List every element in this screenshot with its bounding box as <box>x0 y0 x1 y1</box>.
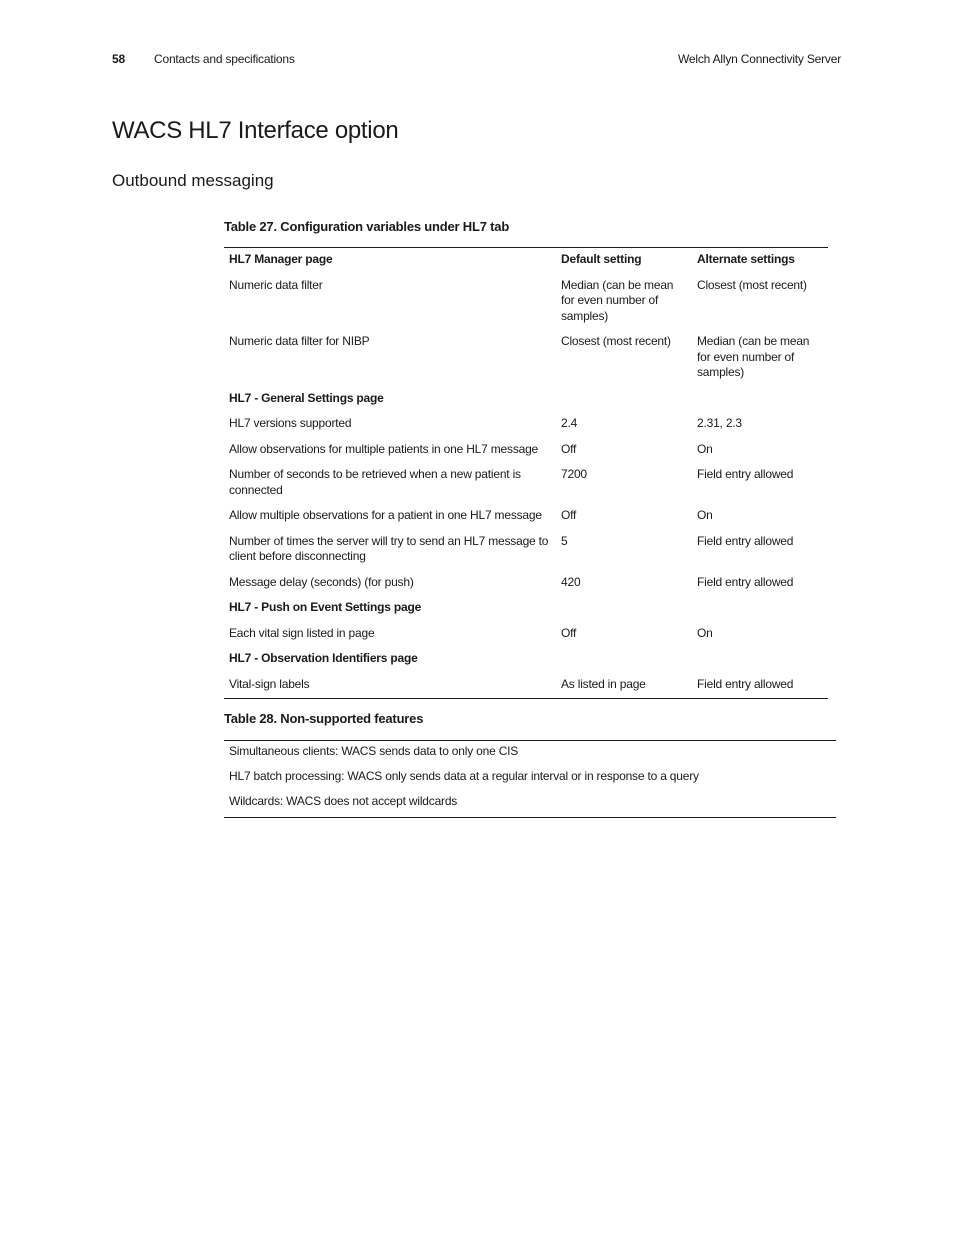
table-header-row <box>224 248 828 274</box>
table-section-row <box>224 647 828 673</box>
table-cell: Field entry allowed <box>697 467 794 481</box>
column-header: Alternate settings <box>697 252 795 266</box>
table-row <box>224 571 828 597</box>
table-cell: Numeric data filter for NIBP <box>229 334 370 348</box>
table-row <box>224 463 828 504</box>
table-section-row <box>224 387 828 413</box>
table-row <box>224 622 828 648</box>
table-cell: Field entry allowed <box>697 574 794 589</box>
table-row <box>224 767 836 792</box>
table-cell: 7200 <box>561 467 587 481</box>
table-cell: Closest (most recent) <box>697 277 807 292</box>
column-header: Default setting <box>561 252 642 266</box>
table-cell: Allow multiple observations for a patient in one HL7 message <box>229 508 542 522</box>
section-heading: HL7 - General Settings page <box>229 390 384 405</box>
table-cell: HL7 versions supported <box>229 416 352 430</box>
table-cell: Off <box>561 441 577 456</box>
table-cell: Simultaneous clients: WACS sends data to only one CIS <box>229 744 519 758</box>
table-cell: Off <box>561 508 577 522</box>
running-header <box>112 52 841 70</box>
table-cell: As listed in page <box>561 676 646 691</box>
table-cell: Vital-sign labels <box>229 676 310 691</box>
table-cell: 2.4 <box>561 416 578 430</box>
table-cell: HL7 batch processing: WACS only sends data at a regular interval or in response to a query <box>229 769 699 783</box>
table-row <box>224 530 828 571</box>
table-cell: Each vital sign listed in page <box>229 625 375 640</box>
table-row <box>224 438 828 464</box>
table-cell: Median (can be mean for even number of samples) <box>697 334 810 379</box>
table-27-caption: Table 27. Configuration variables under HL7 tab <box>224 219 510 234</box>
page-title: WACS HL7 Interface option <box>112 117 399 144</box>
table-cell: 420 <box>561 574 581 589</box>
table-row <box>224 330 828 387</box>
config-variables-table <box>224 247 828 699</box>
table-row <box>224 504 828 530</box>
section-heading: HL7 - Observation Identifiers page <box>229 651 418 665</box>
table-cell: Median (can be mean for even number of samples) <box>561 277 674 323</box>
table-cell: On <box>697 441 713 456</box>
table-row <box>224 412 828 438</box>
page-number: 58 <box>112 52 125 66</box>
table-cell: Numeric data filter <box>229 277 323 292</box>
table-cell: On <box>697 625 713 640</box>
table-cell: Closest (most recent) <box>561 334 671 348</box>
table-row <box>224 274 828 331</box>
section-heading: HL7 - Push on Event Settings page <box>229 600 422 614</box>
table-cell: Number of times the server will try to send an HL7 message to client before disconnecting <box>229 533 549 563</box>
table-cell: Number of seconds to be retrieved when a new patient is connected <box>229 467 521 497</box>
table-row <box>224 792 836 818</box>
section-subtitle: Outbound messaging <box>112 171 274 190</box>
table-section-row <box>224 596 828 622</box>
table-cell: 2.31, 2.3 <box>697 416 742 430</box>
table-cell: Field entry allowed <box>697 676 794 691</box>
table-row <box>224 673 828 699</box>
table-28-caption: Table 28. Non-supported features <box>224 711 424 726</box>
column-header: HL7 Manager page <box>229 252 333 266</box>
table-cell: Allow observations for multiple patients in one HL7 message <box>229 441 539 456</box>
table-cell: Off <box>561 625 577 640</box>
table-cell: Message delay (seconds) (for push) <box>229 574 414 589</box>
table-cell: Wildcards: WACS does not accept wildcards <box>229 794 458 808</box>
table-cell: 5 <box>561 533 568 548</box>
table-cell: On <box>697 508 713 522</box>
document-title: Welch Allyn Connectivity Server <box>678 52 841 66</box>
non-supported-features-table <box>224 740 836 818</box>
table-row <box>224 741 836 768</box>
table-cell: Field entry allowed <box>697 533 794 548</box>
section-name: Contacts and specifications <box>154 52 295 66</box>
